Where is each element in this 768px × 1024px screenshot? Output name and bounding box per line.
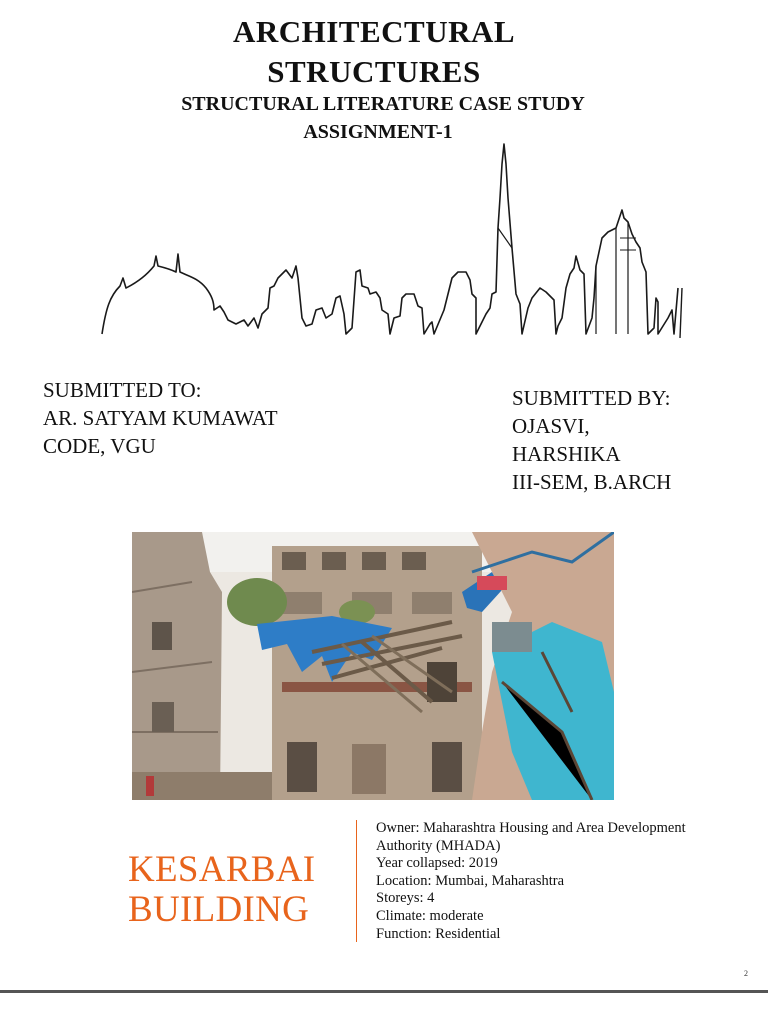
fact-climate: Climate: moderate <box>376 907 484 924</box>
submitted-by-heading: SUBMITTED BY: <box>512 386 671 410</box>
assignment-label: ASSIGNMENT-1 <box>303 121 453 143</box>
collapsed-building-image <box>132 532 614 800</box>
building-photo <box>132 532 614 800</box>
document-subtitle: STRUCTURAL LITERATURE CASE STUDY <box>181 93 585 115</box>
fact-location: Location: Mumbai, Maharashtra <box>376 872 565 889</box>
fact-year: Year collapsed: 2019 <box>376 855 498 872</box>
skyline-illustration <box>96 138 686 360</box>
building-name: KESARBAI BUILDING <box>128 849 316 930</box>
submitted-to-institution: CODE, VGU <box>43 434 156 458</box>
submitted-to-name: AR. SATYAM KUMAWAT <box>43 406 278 430</box>
submitted-by-course: III-SEM, B.ARCH <box>512 470 672 494</box>
fact-storeys: Storeys: 4 <box>376 890 435 907</box>
submitted-by-block <box>512 384 671 496</box>
fact-function: Function: Residential <box>376 925 501 942</box>
accent-divider <box>356 820 357 942</box>
fact-owner-cont: Authority (MHADA) <box>376 837 501 854</box>
footer-rule <box>0 990 768 993</box>
building-facts <box>376 820 736 943</box>
submitted-to-block <box>43 376 278 460</box>
submitted-to-heading: SUBMITTED TO: <box>43 378 202 402</box>
page-number: 2 <box>744 969 748 978</box>
document-title: ARCHITECTURAL STRUCTURES <box>232 14 516 89</box>
submitted-by-member: OJASVI, <box>512 414 590 438</box>
submitted-by-member: HARSHIKA <box>512 442 621 466</box>
fact-owner: Owner: Maharashtra Housing and Area Development <box>376 820 686 836</box>
